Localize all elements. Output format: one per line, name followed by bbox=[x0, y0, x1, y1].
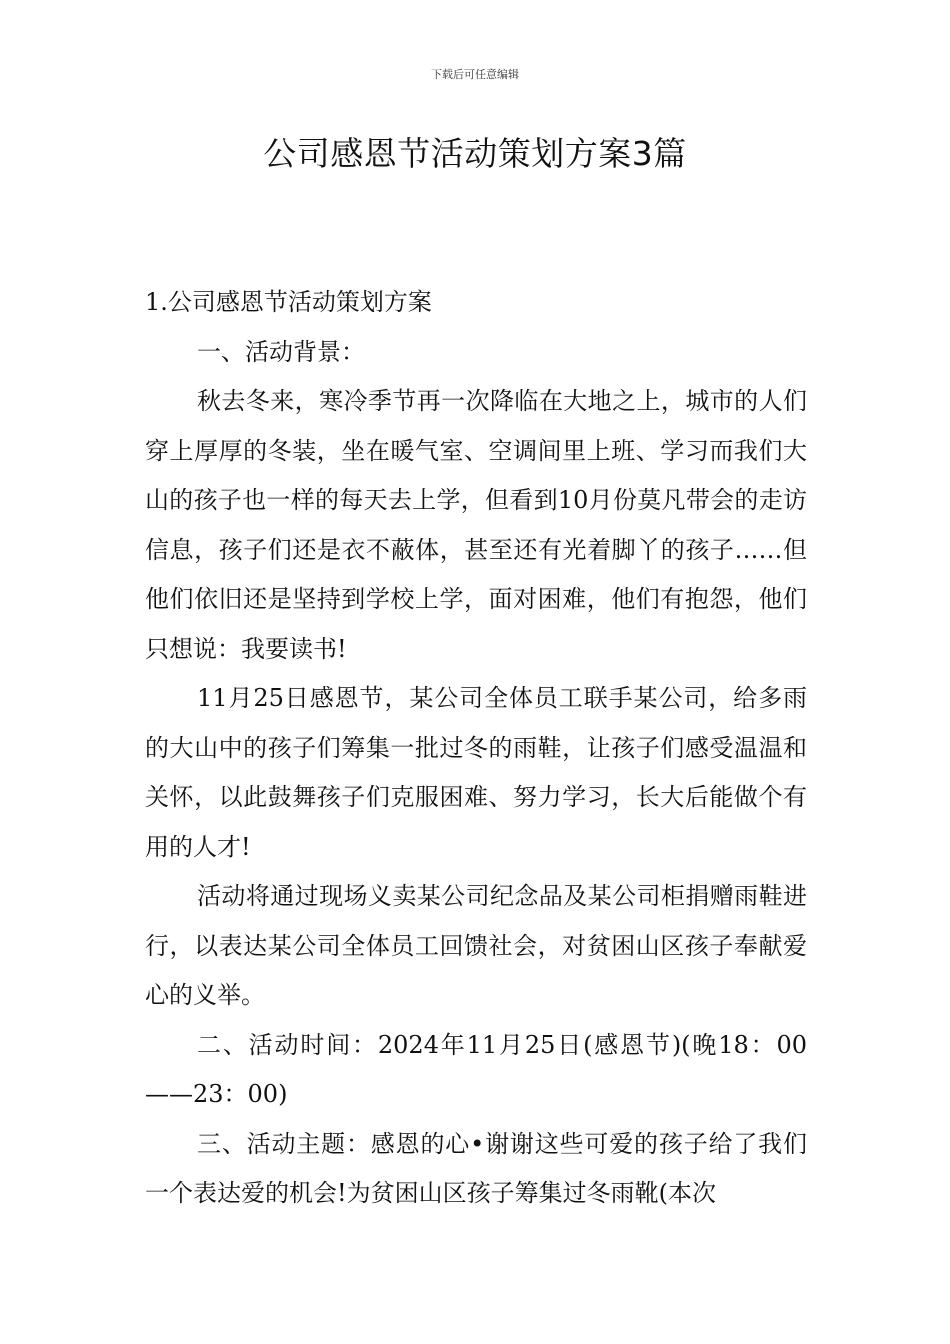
paragraph-activity-time: 二、活动时间：2024年11月25日(感恩节)(晚18：00——23：00) bbox=[145, 1030, 807, 1108]
section-heading: 1.公司感恩节活动策划方案 bbox=[145, 288, 432, 316]
paragraph-activity-theme: 三、活动主题：感恩的心•谢谢这些可爱的孩子给了我们一个表达爱的机会!为贫困山区孩子筹集过冬雨靴(本次 bbox=[145, 1129, 807, 1207]
paragraph-background-heading: 一、活动背景： bbox=[197, 337, 365, 366]
header-note: 下载后可任意编辑 bbox=[431, 68, 519, 81]
paragraph-background-3: 活动将通过现场义卖某公司纪念品及某公司柜捐赠雨鞋进行，以表达某公司全体员工回馈社会，对贫困山区孩子奉献爱心的义举。 bbox=[145, 882, 807, 1009]
paragraph-background-1: 秋去冬来，寒冷季节再一次降临在大地之上，城市的人们穿上厚厚的冬装，坐在暖气室、空调间里上班、学习而我们大山的孩子也一样的每天去上学，但看到10月份莫凡带会的走访信息，孩子们还是衣不蔽体，甚至还有光着脚丫的孩子……但他们依旧还是坚持到学校上学，面对困难，他们有抱怨，他们只想说：我要读书! bbox=[145, 387, 807, 663]
paragraph-background-2: 11月25日感恩节，某公司全体员工联手某公司，给多雨的大山中的孩子们筹集一批过冬的雨鞋，让孩子们感受温温和关怀，以此鼓舞孩子们克服困难、努力学习，长大后能做个有用的人才! bbox=[145, 684, 807, 861]
document-body bbox=[145, 278, 807, 1219]
document-title: 公司感恩节活动策划方案3篇 bbox=[263, 134, 687, 173]
